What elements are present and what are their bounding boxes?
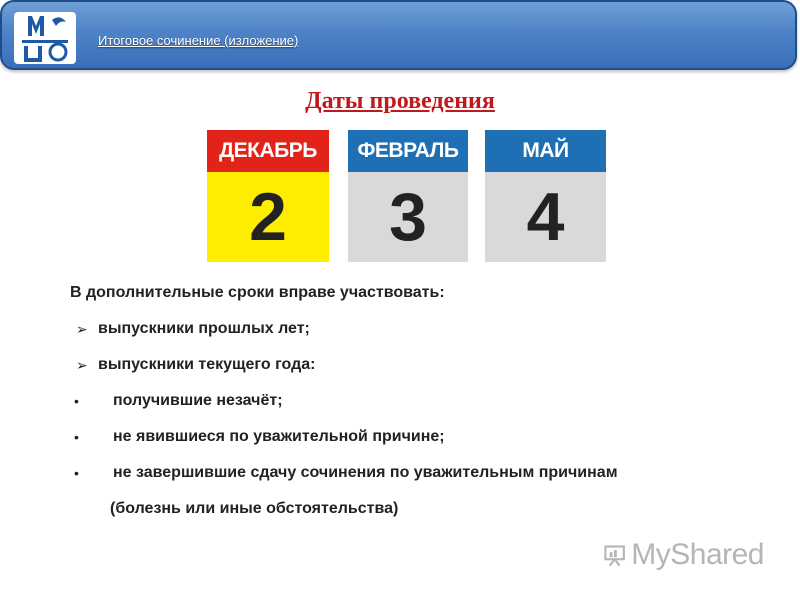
group-item: выпускники текущего года:: [98, 356, 316, 373]
date-card-february: [348, 130, 468, 262]
dot-bullet-icon: •: [74, 393, 79, 409]
bullet-item: получившие незачёт;: [113, 392, 283, 409]
date-card-month: ФЕВРАЛЬ: [348, 130, 468, 172]
watermark-text: MyShared: [631, 538, 764, 571]
dot-bullet-icon: •: [74, 465, 79, 481]
myshared-watermark: [604, 535, 764, 575]
date-card-month: МАЙ: [485, 130, 606, 172]
date-card-december: [207, 130, 329, 262]
mco-emblem-icon: [14, 12, 76, 64]
presentation-board-icon: [604, 539, 625, 571]
date-card-day: 4: [485, 172, 606, 262]
header-banner: [0, 0, 797, 70]
arrow-bullet-icon: ➢: [76, 357, 88, 373]
arrow-bullet-icon: ➢: [76, 321, 88, 337]
date-card-month: ДЕКАБРЬ: [207, 130, 329, 172]
page-title: Даты проведения: [305, 88, 495, 114]
date-card-day: 2: [207, 172, 329, 262]
dot-bullet-icon: •: [74, 429, 79, 445]
bullet-note: (болезнь или иные обстоятельства): [110, 500, 399, 517]
bullet-item: не явившиеся по уважительной причине;: [113, 428, 445, 445]
date-card-day: 3: [348, 172, 468, 262]
banner-title: Итоговое сочинение (изложение): [98, 33, 299, 48]
additional-intro: В дополнительные сроки вправе участвовать:: [70, 284, 445, 301]
group-item: выпускники прошлых лет;: [98, 320, 310, 337]
date-card-may: [485, 130, 606, 262]
mco-emblem-icon-graphic: [14, 12, 76, 64]
bullet-item: не завершившие сдачу сочинения по уважительным причинам: [113, 464, 618, 481]
